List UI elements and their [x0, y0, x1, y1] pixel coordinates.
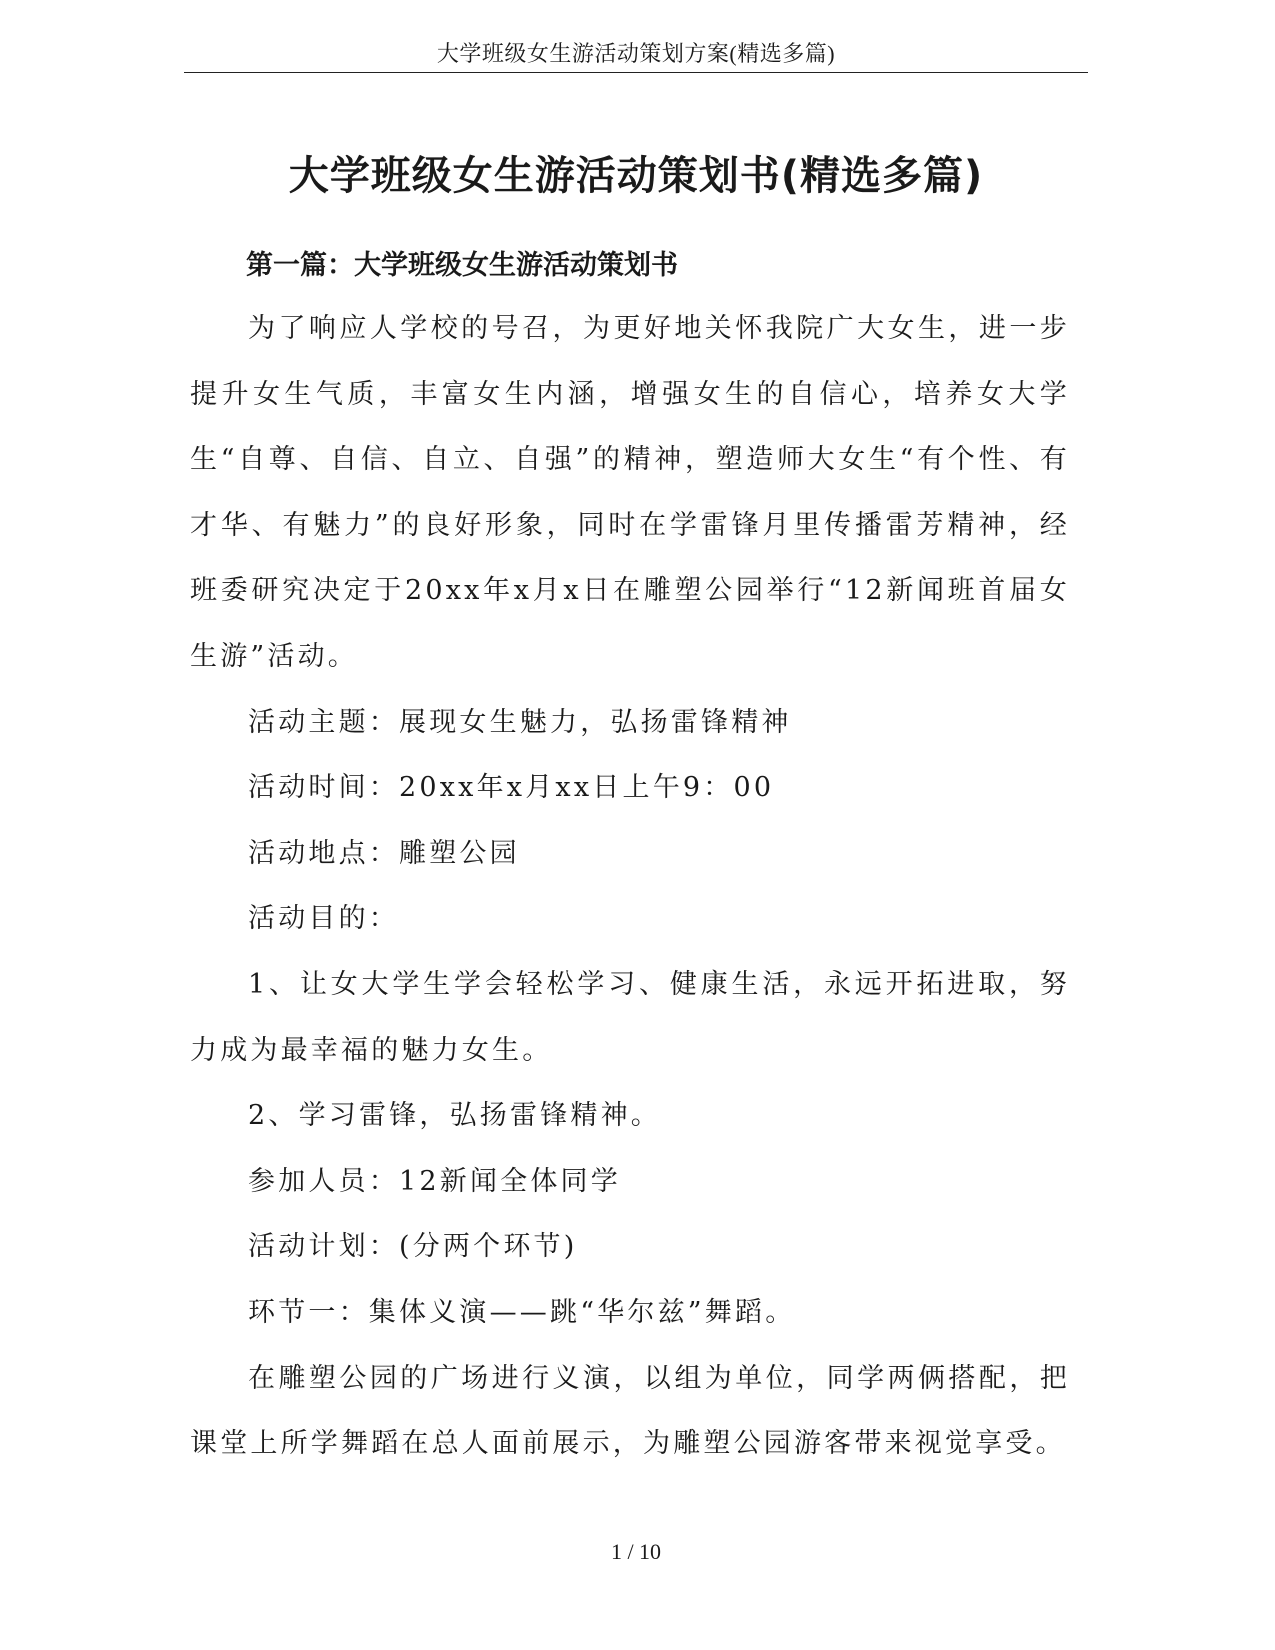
paragraph-purpose-2: 2、学习雷锋，弘扬雷锋精神。: [248, 1100, 661, 1132]
paragraph-participants: 参加人员：12新闻全体同学: [248, 1165, 621, 1197]
page-number: 1 / 10: [610, 1539, 662, 1564]
header-divider: [184, 72, 1088, 73]
paragraph-location: 活动地点：雕塑公园: [248, 837, 520, 869]
paragraph-stage-one-detail: 在雕塑公园的广场进行义演，以组为单位，同学两俩搭配，把课堂上所学舞蹈在总人面前展示，为雕塑公园游客带来视觉享受。: [190, 1362, 1070, 1460]
document-title: 大学班级女生游活动策划书(精选多篇): [288, 153, 984, 199]
paragraph-stage-one: 环节一：集体义演——跳“华尔兹”舞蹈。: [248, 1296, 796, 1328]
paragraph-time: 活动时间：20xx年x月xx日上午9：00: [248, 772, 775, 804]
section-title: 第一篇：大学班级女生游活动策划书: [246, 250, 678, 281]
paragraph-purpose-heading: 活动目的：: [248, 903, 399, 935]
paragraph-purpose-1: 1、让女大学生学会轻松学习、健康生活，永远开拓进取，努力成为最幸福的魅力女生。: [190, 968, 1070, 1066]
running-header: 大学班级女生游活动策划方案(精选多篇): [436, 41, 836, 66]
document-body: [190, 296, 1070, 1477]
paragraph-theme: 活动主题：展现女生魅力，弘扬雷锋精神: [248, 706, 792, 738]
paragraph-intro: 为了响应人学校的号召，为更好地关怀我院广大女生，进一步提升女生气质，丰富女生内涵，增强女生的自信心，培养女大学生“自尊、自信、自立、自强”的精神，塑造师大女生“有个性、有才华、有魅力”的良好形象，同时在学雷锋月里传播雷芳精神，经班委研究决定于20xx年x月x日在雕塑公园举行“12新闻班首届女生游”活动。: [190, 313, 1070, 672]
paragraph-plan: 活动计划：(分两个环节): [248, 1231, 578, 1263]
